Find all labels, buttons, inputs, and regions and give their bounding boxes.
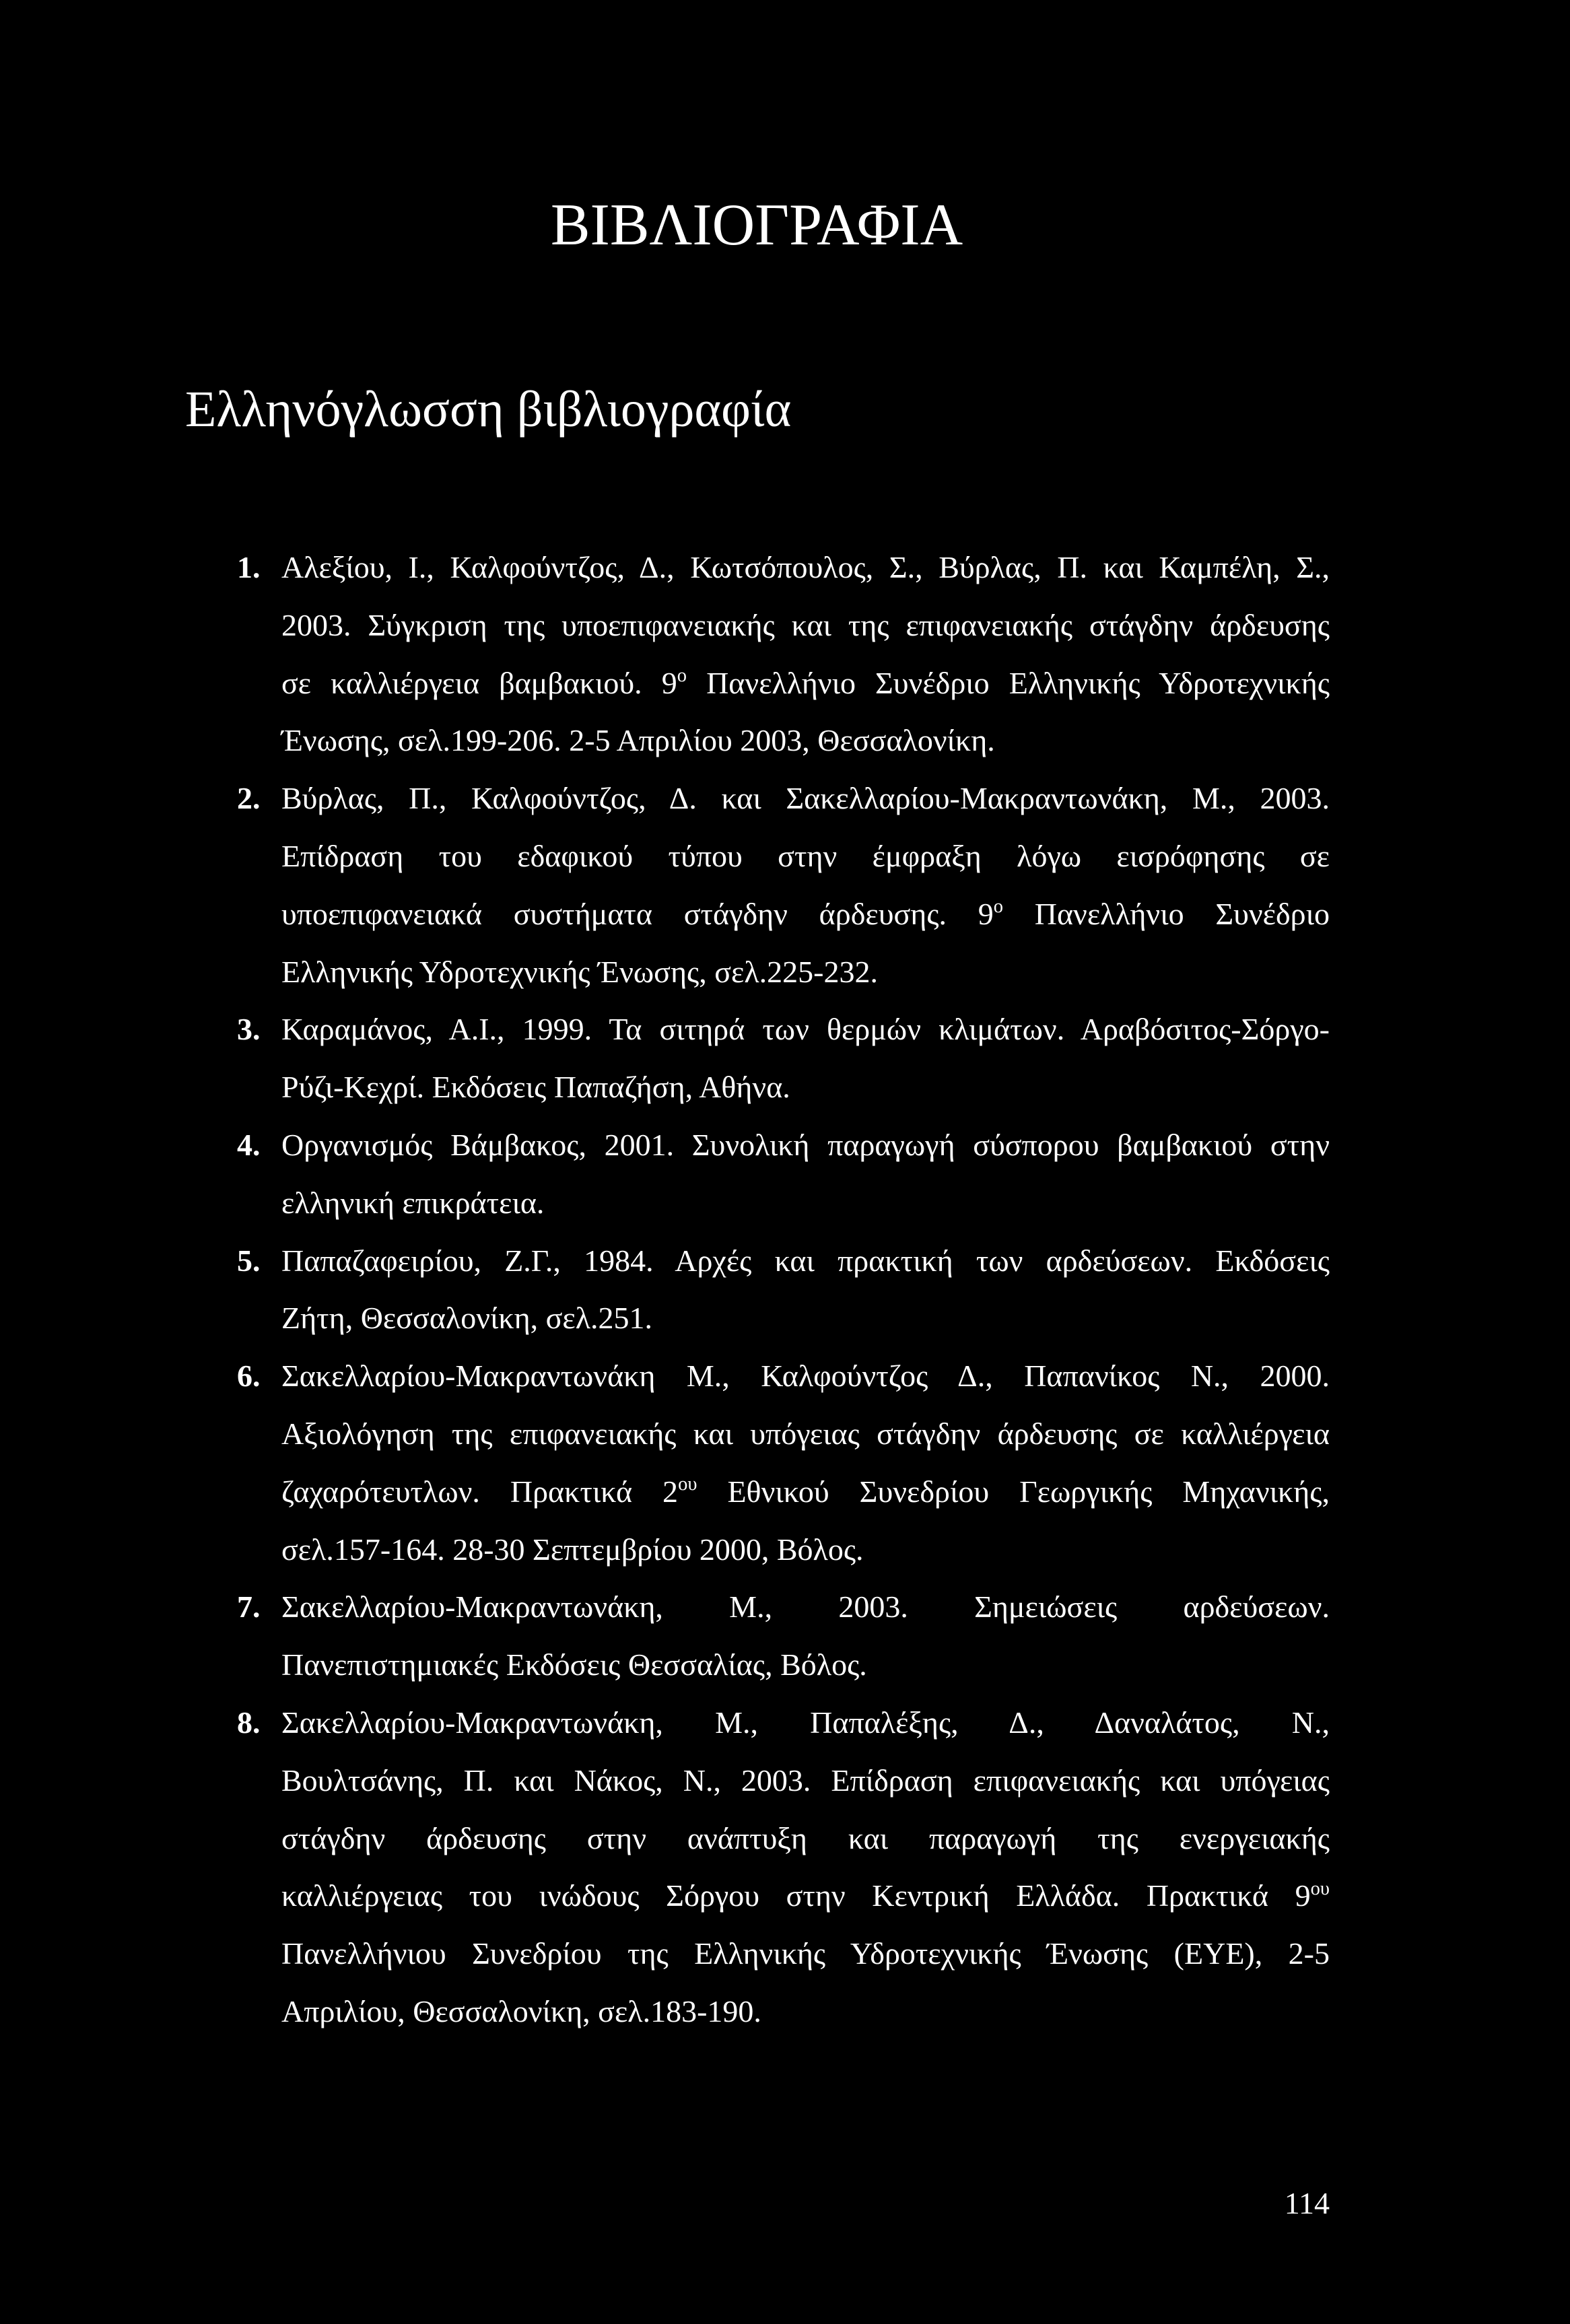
line-text: Πανελλήνιο Συνέδριο Ελληνικής Υδροτεχνικής bbox=[687, 665, 1330, 700]
reference-number: 5. bbox=[237, 1243, 261, 1278]
reference-line bbox=[281, 1867, 1330, 1925]
reference-number: 7. bbox=[237, 1590, 261, 1625]
reference-line: Σακελλαρίου-Μακραντωνάκη, Μ., 2003. Σημειώσεις αρδεύσεων. bbox=[281, 1590, 1330, 1625]
reference-text bbox=[281, 1116, 1330, 1232]
reference-line: Σακελλαρίου-Μακραντωνάκη Μ., Καλφούντζος Δ., Παπανίκος Ν., 2000. bbox=[281, 1359, 1330, 1394]
reference-line bbox=[281, 654, 1330, 712]
reference-line: Βύρλας, Π., Καλφούντζος, Δ. και Σακελλαρίου-Μακραντωνάκη, Μ., 2003. bbox=[281, 781, 1330, 816]
reference-number: 1. bbox=[237, 550, 261, 584]
reference-item bbox=[0, 539, 1570, 770]
ordinal-superscript: ου bbox=[678, 1474, 697, 1495]
reference-item bbox=[0, 1578, 1570, 1694]
line-text: Πανελλήνιο Συνέδριο bbox=[1003, 896, 1330, 931]
line-text: σε καλλιέργεια βαμβακιού. 9 bbox=[281, 665, 677, 700]
reference-item bbox=[0, 1000, 1570, 1116]
reference-text bbox=[281, 1347, 1330, 1578]
reference-line: 2003. Σύγκριση της υποεπιφανειακής και της επιφανειακής στάγδην άρδευσης bbox=[281, 607, 1330, 642]
reference-line: Ρύζι-Κεχρί. Εκδόσεις Παπαζήση, Αθήνα. bbox=[281, 1070, 790, 1105]
reference-item bbox=[0, 1232, 1570, 1348]
reference-list bbox=[0, 539, 1570, 2041]
reference-text bbox=[281, 1000, 1330, 1116]
reference-line: Επίδραση του εδαφικού τύπου στην έμφραξη λόγω εισρόφησης σε bbox=[281, 838, 1330, 873]
reference-line: Καραμάνος, Α.Ι., 1999. Τα σιτηρά των θερμών κλιμάτων. Αραβόσιτος-Σόργο- bbox=[281, 1012, 1330, 1047]
reference-line: Ζήτη, Θεσσαλονίκη, σελ.251. bbox=[281, 1301, 653, 1336]
reference-text bbox=[281, 1578, 1330, 1694]
reference-line: Πανεπιστημιακές Εκδόσεις Θεσσαλίας, Βόλος. bbox=[281, 1647, 867, 1682]
reference-item bbox=[0, 770, 1570, 1000]
reference-line: Απριλίου, Θεσσαλονίκη, σελ.183-190. bbox=[281, 1993, 761, 2028]
reference-line: Οργανισμός Βάμβακος, 2001. Συνολική παραγωγή σύσπορου βαμβακιού στην bbox=[281, 1127, 1330, 1162]
reference-number: 2. bbox=[237, 781, 261, 816]
ordinal-superscript: ου bbox=[1310, 1878, 1330, 1899]
reference-line: Αλεξίου, Ι., Καλφούντζος, Δ., Κωτσόπουλος, Σ., Βύρλας, Π. και Καμπέλη, Σ., bbox=[281, 550, 1330, 584]
line-text: ζαχαρότευτλων. Πρακτικά 2 bbox=[281, 1474, 679, 1509]
line-text: Εθνικού Συνεδρίου Γεωργικής Μηχανικής, bbox=[697, 1474, 1330, 1509]
reference-item bbox=[0, 1347, 1570, 1578]
reference-text bbox=[281, 1694, 1330, 2041]
reference-line bbox=[281, 885, 1330, 943]
reference-line: Ένωσης, σελ.199-206. 2-5 Απριλίου 2003, Θεσσαλονίκη. bbox=[281, 723, 995, 758]
page-title: ΒΙΒΛΙΟΓΡΑΦΙΑ bbox=[550, 193, 963, 258]
reference-item bbox=[0, 1116, 1570, 1232]
reference-line: Παπαζαφειρίου, Ζ.Γ., 1984. Αρχές και πρακτική των αρδεύσεων. Εκδόσεις bbox=[281, 1243, 1330, 1278]
reference-text bbox=[281, 1232, 1330, 1348]
reference-line: ελληνική επικράτεια. bbox=[281, 1185, 545, 1220]
reference-line: Σακελλαρίου-Μακραντωνάκη, Μ., Παπαλέξης, Δ., Δαναλάτος, Ν., bbox=[281, 1705, 1330, 1740]
reference-line: Βουλτσάνης, Π. και Νάκος, Ν., 2003. Επίδραση επιφανειακής και υπόγειας bbox=[281, 1763, 1330, 1798]
reference-line: Αξιολόγηση της επιφανειακής και υπόγειας στάγδην άρδευσης σε καλλιέργεια bbox=[281, 1416, 1330, 1451]
line-text: υποεπιφανειακά συστήματα στάγδην άρδευσης. 9 bbox=[281, 896, 994, 931]
reference-text bbox=[281, 539, 1330, 770]
reference-number: 4. bbox=[237, 1127, 261, 1162]
page-number: 114 bbox=[1284, 2186, 1330, 2220]
reference-number: 3. bbox=[237, 1012, 261, 1047]
reference-line: σελ.157-164. 28-30 Σεπτεμβρίου 2000, Βόλος. bbox=[281, 1532, 864, 1567]
ordinal-superscript: ο bbox=[993, 896, 1004, 918]
reference-line: στάγδην άρδευσης στην ανάπτυξη και παραγωγή της ενεργειακής bbox=[281, 1820, 1330, 1855]
reference-line: Πανελλήνιου Συνεδρίου της Ελληνικής Υδροτεχνικής Ένωσης (ΕΥΕ), 2-5 bbox=[281, 1936, 1330, 1971]
reference-number: 6. bbox=[237, 1359, 261, 1394]
line-text: καλλιέργειας του ινώδους Σόργου στην Κεντρική Ελλάδα. Πρακτικά 9 bbox=[281, 1878, 1311, 1913]
reference-line bbox=[281, 1463, 1330, 1521]
reference-text bbox=[281, 770, 1330, 1000]
reference-number: 8. bbox=[237, 1705, 261, 1740]
section-heading: Ελληνόγλωσση βιβλιογραφία bbox=[185, 381, 792, 438]
reference-line: Ελληνικής Υδροτεχνικής Ένωσης, σελ.225-232. bbox=[281, 954, 878, 989]
reference-item bbox=[0, 1694, 1570, 2041]
ordinal-superscript: ο bbox=[677, 664, 687, 686]
